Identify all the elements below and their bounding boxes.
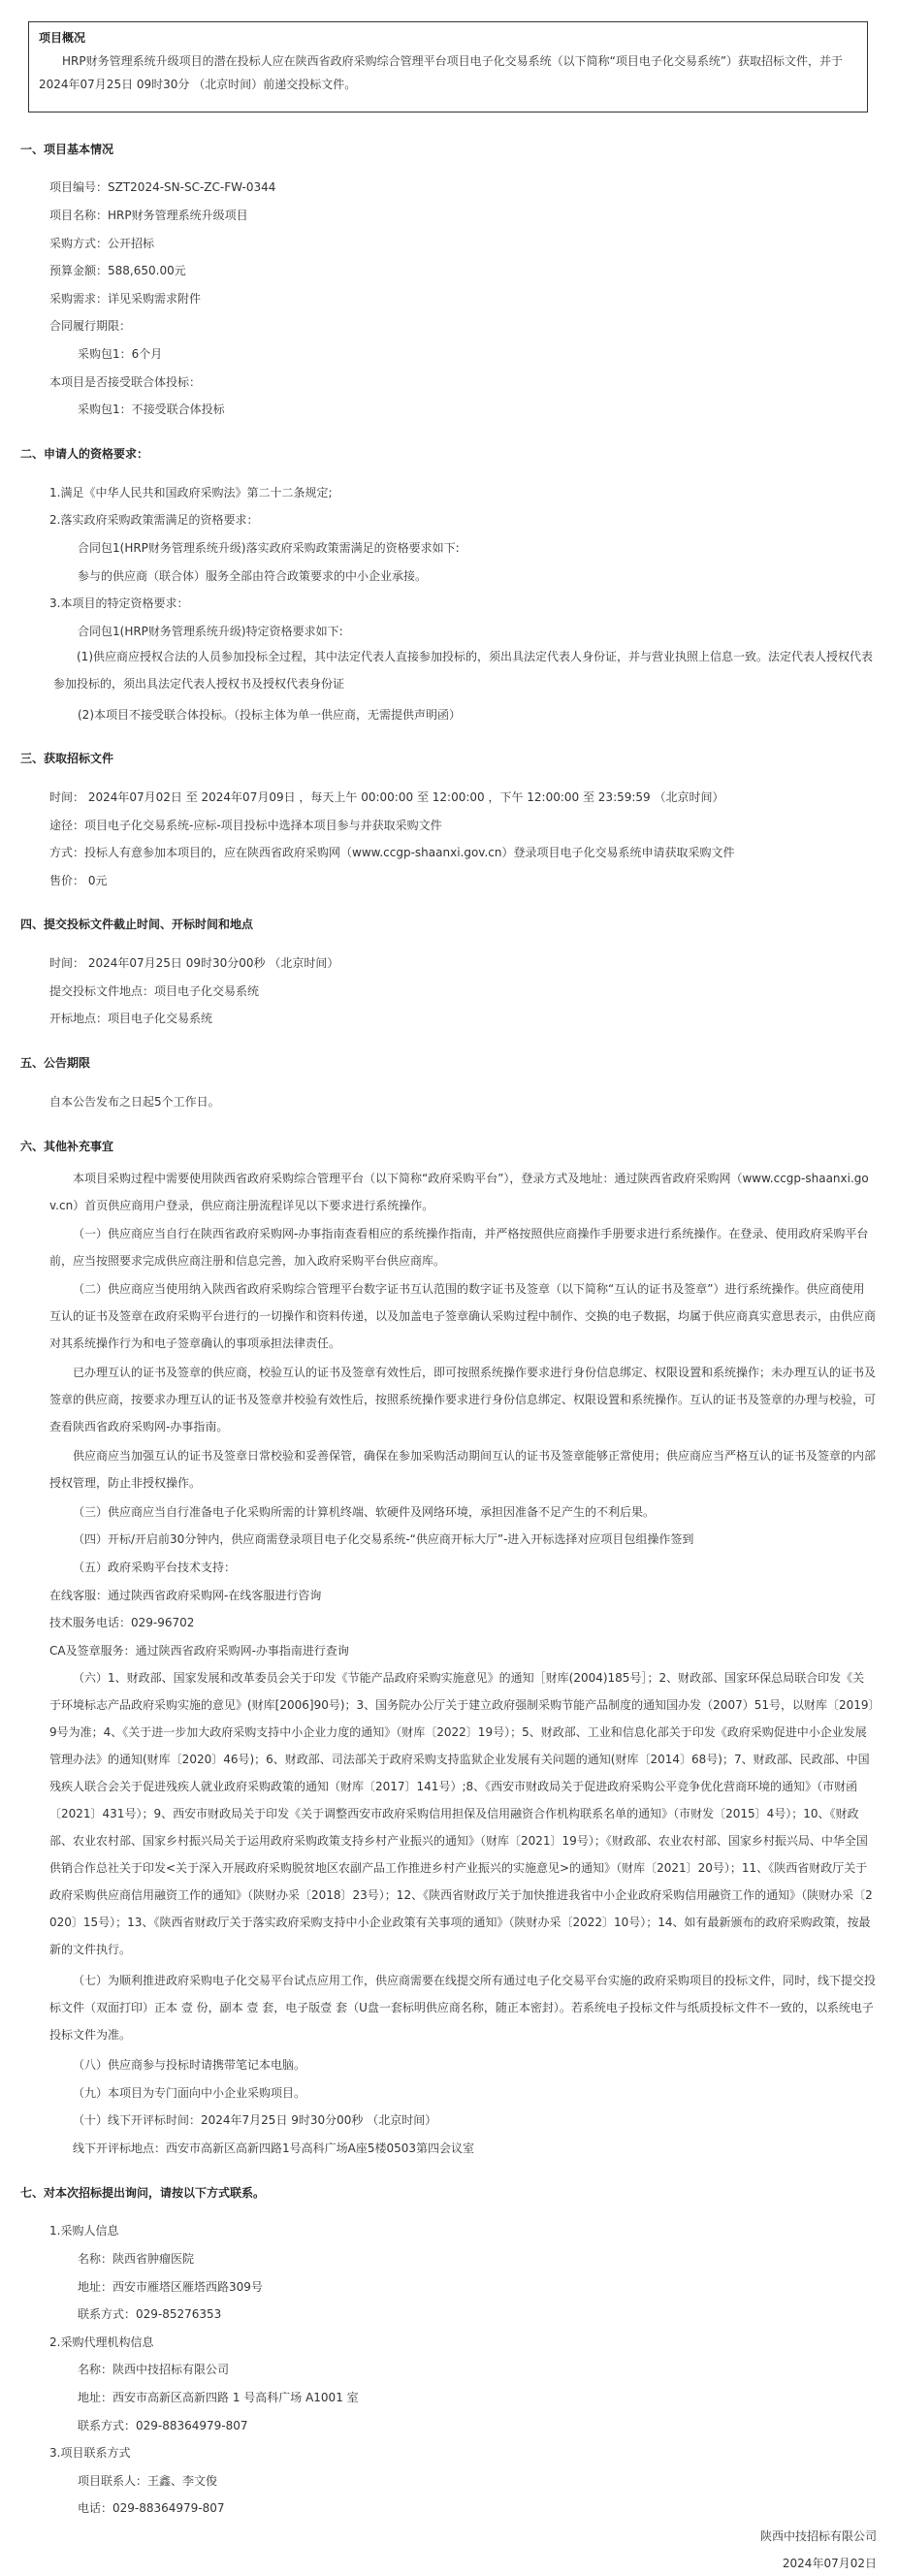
supplement-item-3: （三）供应商应当自行准备电子化采购所需的计算机终端、软硬件及网络环境，承担因准备不足产生的不利后果。 xyxy=(73,1505,656,1519)
footer-date: 2024年07月02日 xyxy=(782,2557,877,2570)
online-service: 在线客服：通过陕西省政府采购网-在线客服进行咨询 xyxy=(49,1589,322,1602)
purchaser-name: 名称：陕西省肿瘤医院 xyxy=(78,2252,195,2266)
procurement-requirement: 采购需求：详见采购需求附件 xyxy=(49,292,202,306)
project-contact-label: 3.项目联系方式 xyxy=(49,2446,131,2460)
agency-address: 地址：西安市高新区高新四路 1 号高科广场 A1001 室 xyxy=(78,2391,359,2404)
overview-body: HRP财务管理系统升级项目的潜在投标人应在陕西省政府采购综合管理平台项目电子化交易系统（以下简称“项目电子化交易系统”）获取招标文件，并于 2024年07月25日 09时30分 （北京时间）前递交投标文件。 xyxy=(39,54,844,91)
overview-title: 项目概况 xyxy=(39,31,86,45)
obtain-time: 时间： 2024年07月02日 至 2024年07月09日 ，每天上午 00:00:00 至 12:00:00 ，下午 12:00:00 至 23:59:59 （北京时间） xyxy=(49,790,724,804)
consortium-value: 采购包1：不接受联合体投标 xyxy=(78,402,225,416)
procurement-method: 采购方式：公开招标 xyxy=(49,237,155,250)
supplement-paragraph-2: （一）供应商应当自行在陕西省政府采购网-办事指南查看相应的系统操作指南，并严格按照供应商操作手册要求进行系统操作。在登录、使用政府采购平台前，应当按照要求完成供应商注册和信息完善，加入政府采购平台供应商库。 xyxy=(49,1227,869,1268)
ca-service: CA及签章服务：通过陕西省政府采购网-办事指南进行查询 xyxy=(49,1644,349,1658)
supplement-item-5: （五）政府采购平台技术支持： xyxy=(73,1561,237,1574)
document-price: 售价： 0元 xyxy=(49,874,108,887)
section-4-title: 四、提交投标文件截止时间、开标时间和地点 xyxy=(20,918,254,931)
obtain-route: 途径：项目电子化交易系统-应标-项目投标中选择本项目参与并获取采购文件 xyxy=(49,819,442,832)
section-7-title: 七、对本次招标提出询问，请按以下方式联系。 xyxy=(20,2186,266,2200)
section-1-title: 一、项目基本情况 xyxy=(20,143,114,156)
consortium-label: 本项目是否接受联合体投标： xyxy=(49,375,202,389)
section-5-title: 五、公告期限 xyxy=(20,1056,91,1070)
qualification-item-1: 1.满足《中华人民共和国政府采购法》第二十二条规定; xyxy=(49,486,333,499)
specific-requirement-2: (2)本项目不接受联合体投标。（投标主体为单一供应商，无需提供声明函） xyxy=(78,708,462,722)
project-number: 项目编号：SZT2024-SN-SC-ZC-FW-0344 xyxy=(49,180,276,194)
policy-requirement-detail: 参与的供应商（联合体）服务全部由符合政策要求的中小企业承接。 xyxy=(78,569,428,583)
project-overview-box xyxy=(28,21,868,113)
opening-place: 开标地点：项目电子化交易系统 xyxy=(49,1012,213,1025)
supplement-item-10: （十）线下开评标时间：2024年7月25日 9时30分00秒 （北京时间） xyxy=(73,2113,437,2127)
supplement-paragraph-1: 本项目采购过程中需要使用陕西省政府采购综合管理平台（以下简称“政府采购平台”），登录方式及地址：通过陕西省政府采购网（www.ccgp-shaanxi.gov.cn）首页供应商用户登录，供应商注册流程详见以下要求进行系统操作。 xyxy=(49,1172,869,1212)
qualification-item-2: 2.落实政府采购政策需满足的资格要求： xyxy=(49,513,259,527)
supplement-item-8: （八）供应商参与投标时请携带笔记本电脑。 xyxy=(73,2058,306,2072)
section-6-title: 六、其他补充事宜 xyxy=(20,1140,114,1153)
contract-period-label: 合同履行期限： xyxy=(49,319,132,333)
contract-period-value: 采购包1：6个月 xyxy=(78,347,163,361)
supplement-paragraph-7: （七）为顺利推进政府采购电子化交易平台试点应用工作，供应商需要在线提交所有通过电子化交易平台实施的政府采购项目的投标文件，同时，线下提交投标文件（双面打印）正本 壹 份，副本 壹 套，电子版壹 套（U盘一套标明供应商名称，随正本密封）。若系统电子投标文件与纸质投标文件不一致的，以系统电子投标文件为准。 xyxy=(49,1974,877,2042)
submission-place: 提交投标文件地点：项目电子化交易系统 xyxy=(49,984,260,998)
announcement-period: 自本公告发布之日起5个工作日。 xyxy=(49,1095,220,1109)
deadline-time: 时间： 2024年07月25日 09时30分00秒 （北京时间） xyxy=(49,956,339,970)
project-name: 项目名称：HRP财务管理系统升级项目 xyxy=(49,209,248,222)
agency-name: 名称：陕西中技招标有限公司 xyxy=(78,2363,230,2376)
purchaser-address: 地址：西安市雁塔区雁塔西路309号 xyxy=(78,2280,263,2294)
obtain-way: 方式：投标人有意参加本项目的，应在陕西省政府采购网（www.ccgp-shaanxi.gov.cn）登录项目电子化交易系统申请获取采购文件 xyxy=(49,846,735,859)
supplement-paragraph-5: 供应商应当加强互认的证书及签章日常校验和妥善保管，确保在参加采购活动期间互认的证书及签章能够正常使用；供应商应当严格互认的证书及签章的内部授权管理，防止非授权操作。 xyxy=(49,1449,877,1490)
project-contact-person: 项目联系人：王鑫、李文俊 xyxy=(78,2474,218,2488)
agency-phone: 联系方式：029-88364979-807 xyxy=(78,2419,248,2432)
qualification-item-3: 3.本项目的特定资格要求： xyxy=(49,596,189,610)
footer-company: 陕西中技招标有限公司 xyxy=(759,2529,877,2543)
offline-opening-place: 线下开评标地点：西安市高新区高新四路1号高科广场A座5楼0503第四会议室 xyxy=(73,2141,475,2155)
budget-amount: 预算金额：588,650.00元 xyxy=(49,264,186,277)
tech-service-phone: 技术服务电话：029-96702 xyxy=(49,1616,195,1629)
supplement-paragraph-4: 已办理互认的证书及签章的供应商，校验互认的证书及签章有效性后，即可按照系统操作要求进行身份信息绑定、权限设置和系统操作；未办理互认的证书及签章的供应商，按要求办理互认的证书及签章并校验有效性后，按照系统操作要求进行身份信息绑定、权限设置和系统操作。互认的证书及签章的办理与校验，可查看陕西省政府采购网-办事指南。 xyxy=(49,1366,877,1433)
policy-requirement-heading: 合同包1(HRP财务管理系统升级)落实政府采购政策需满足的资格要求如下: xyxy=(78,541,460,555)
purchaser-phone: 联系方式：029-85276353 xyxy=(78,2307,222,2321)
section-2-title: 二、申请人的资格要求： xyxy=(20,447,149,461)
supplement-paragraph-policies: （六）1、财政部、国家发展和改革委员会关于印发《节能产品政府采购实施意见》的通知［财库(2004)185号］；2、财政部、国家环保总局联合印发《关于环境标志产品政府采购实施的意见》(财库[2006]90号)；3、国务院办公厅关于建立政府强制采购节能产品制度的通知国办发（2007）51号，以财库〔2019〕9号为准；4、《关于进一步加大政府采购支持中小企业力度的通知》（财库〔2022〕19号）；5、财政部、工业和信息化部关于印发《政府采购促进中小企业发展管理办法》的通知(财库〔2020〕46号)；6、财政部、司法部关于政府采购支持监狱企业发展有关问题的通知(财库〔2014〕68号)；7、财政部、民政部、中国残疾人联合会关于促进残疾人就业政府采购政策的通知（财库〔2017〕141号）;8、《西安市财政局关于促进政府采购公平竞争优化营商环境的通知》（市财函〔2021〕431号）；9、西安市财政局关于印发《关于调整西安市政府采购信用担保及信用融资合作机构联系名单的通知》（市财发〔2015〕4号）；10、《财政部、农业农村部、国家乡村振兴局关于运用政府采购政策支持乡村产业振兴的通知》（财库〔2021〕19号）；《财政部、农业农村部、国家乡村振兴局、中华全国供销合作总社关于印发<关于深入开展政府采购脱贫地区农副产品工作推进乡村产业振兴的实施意见>的通知》（财库〔2021〕20号）；11、《陕西省财政厅关于政府采购供应商信用融资工作的通知》（陕财办采〔2018〕23号）；12、《陕西省财政厅关于加快推进我省中小企业政府采购信用融资工作的通知》（陕财办采〔2020〕15号）；13、《陕西省财政厅关于落实政府采购支持中小企业政策有关事项的通知》（陕财办采〔2022〕10号）；14、如有最新颁布的政府采购政策，按最新的文件执行。 xyxy=(49,1671,875,1956)
specific-requirement-1: (1)供应商应授权合法的人员参加投标全过程，其中法定代表人直接参加投标的，须出具法定代表人身份证，并与营业执照上信息一致。法定代表人授权代表参加投标的，须出具法定代表人授权书及授权代表身份证 xyxy=(53,650,874,691)
supplement-paragraph-3: （二）供应商应当使用纳入陕西省政府采购综合管理平台数字证书互认范围的数字证书及签章（以下简称“互认的证书及签章”）进行系统操作。供应商使用互认的证书及签章在政府采购平台进行的一切操作和资料传递，以及加盖电子签章确认采购过程中制作、交换的电子数据，均属于供应商真实意思表示，由供应商对其系统操作行为和电子签章确认的事项承担法律责任。 xyxy=(49,1282,877,1350)
section-3-title: 三、获取招标文件 xyxy=(20,752,114,765)
specific-requirement-heading: 合同包1(HRP财务管理系统升级)特定资格要求如下: xyxy=(78,625,343,638)
purchaser-info-label: 1.采购人信息 xyxy=(49,2224,119,2238)
project-contact-phone: 电话：029-88364979-807 xyxy=(78,2501,225,2515)
supplement-item-4: （四）开标/开启前30分钟内，供应商需登录项目电子化交易系统-“供应商开标大厅”-进入开标选择对应项目包组操作签到 xyxy=(73,1532,694,1546)
supplement-item-9: （九）本项目为专门面向中小企业采购项目。 xyxy=(73,2086,306,2100)
agency-info-label: 2.采购代理机构信息 xyxy=(49,2335,154,2349)
